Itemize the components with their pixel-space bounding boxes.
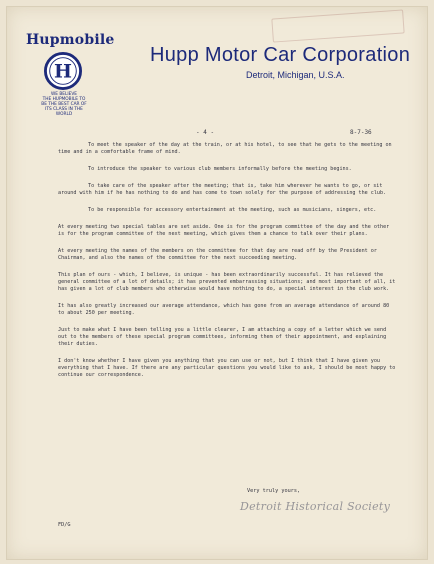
letter-paragraph: To introduce the speaker to various club members informally before the meeting begins. bbox=[88, 166, 352, 172]
letter-paragraph: It has also greatly increased our average attendance, which has gone from an average attendance of around 80 to about 250 per meeting. bbox=[58, 303, 390, 316]
company-motto bbox=[20, 92, 108, 117]
closing-salutation: Very truly yours, bbox=[247, 488, 301, 494]
motto-line: BE THE BEST CAR OF bbox=[41, 102, 87, 107]
letter-paragraph: At every meeting two special tables are set aside. One is for the program committee of the day and the other is for the program committee of the next meeting, which gives them a chance to talk over their plans. bbox=[58, 224, 390, 237]
company-location: Detroit, Michigan, U.S.A. bbox=[246, 70, 345, 80]
watermark: Detroit Historical Society bbox=[240, 500, 391, 513]
motto-line: WE BELIEVE bbox=[50, 92, 78, 97]
typist-initials: FD/G bbox=[58, 522, 71, 528]
letter-date: 8-7-36 bbox=[350, 129, 372, 136]
motto-line: WORLD bbox=[55, 112, 73, 117]
brand-name: Hupmobile bbox=[26, 32, 115, 48]
logo-letter: H bbox=[54, 60, 72, 83]
motto-line: ITS CLASS IN THE bbox=[45, 107, 83, 112]
letter-body bbox=[58, 142, 398, 389]
letter-paragraph: To be responsible for accessory entertainment at the meeting, such as musicians, singers, etc. bbox=[88, 207, 377, 213]
motto-line: THE HUPMOBILE TO bbox=[42, 97, 86, 102]
letter-paragraph: At every meeting the names of the members on the committee for that day are read off by the President or Chairman, and also the names of the committee for the next succeeding meeting. bbox=[58, 248, 377, 261]
letter-paragraph: This plan of ours - which, I believe, is unique - has been extraordinarily successful. It has relieved the general committee of a lot of details; it has prevented embarrassing situations; and most important of all, it has given a lot of club members who otherwise would have nothing to do, a special interest in the club work. bbox=[58, 272, 396, 292]
letter-paragraph: To take care of the speaker after the meeting; that is, take him wherever he wants to go, or sit around with him if he has nothing to do and has come to town solely for the purpose of addressing the club. bbox=[58, 183, 387, 196]
hupmobile-logo-icon bbox=[44, 52, 82, 90]
letter-paragraph: I don't know whether I have given you anything that you can use or not, but I think that I have given you everything that I have. If there are any particular questions you would like to ask, I should be most happy to continue our correspondence. bbox=[58, 358, 396, 378]
page-number: - 4 - bbox=[196, 129, 215, 136]
company-name: Hupp Motor Car Corporation bbox=[150, 44, 411, 66]
letter-paragraph: To meet the speaker of the day at the train, or at his hotel, to see that he gets to the meeting on time and in a comfortable frame of mind. bbox=[58, 142, 392, 155]
letter-paragraph: Just to make what I have been telling you a little clearer, I am attaching a copy of a letter which we send out to the members of these special program committees, informing them of their appointment, and explaining their duties. bbox=[58, 327, 387, 347]
